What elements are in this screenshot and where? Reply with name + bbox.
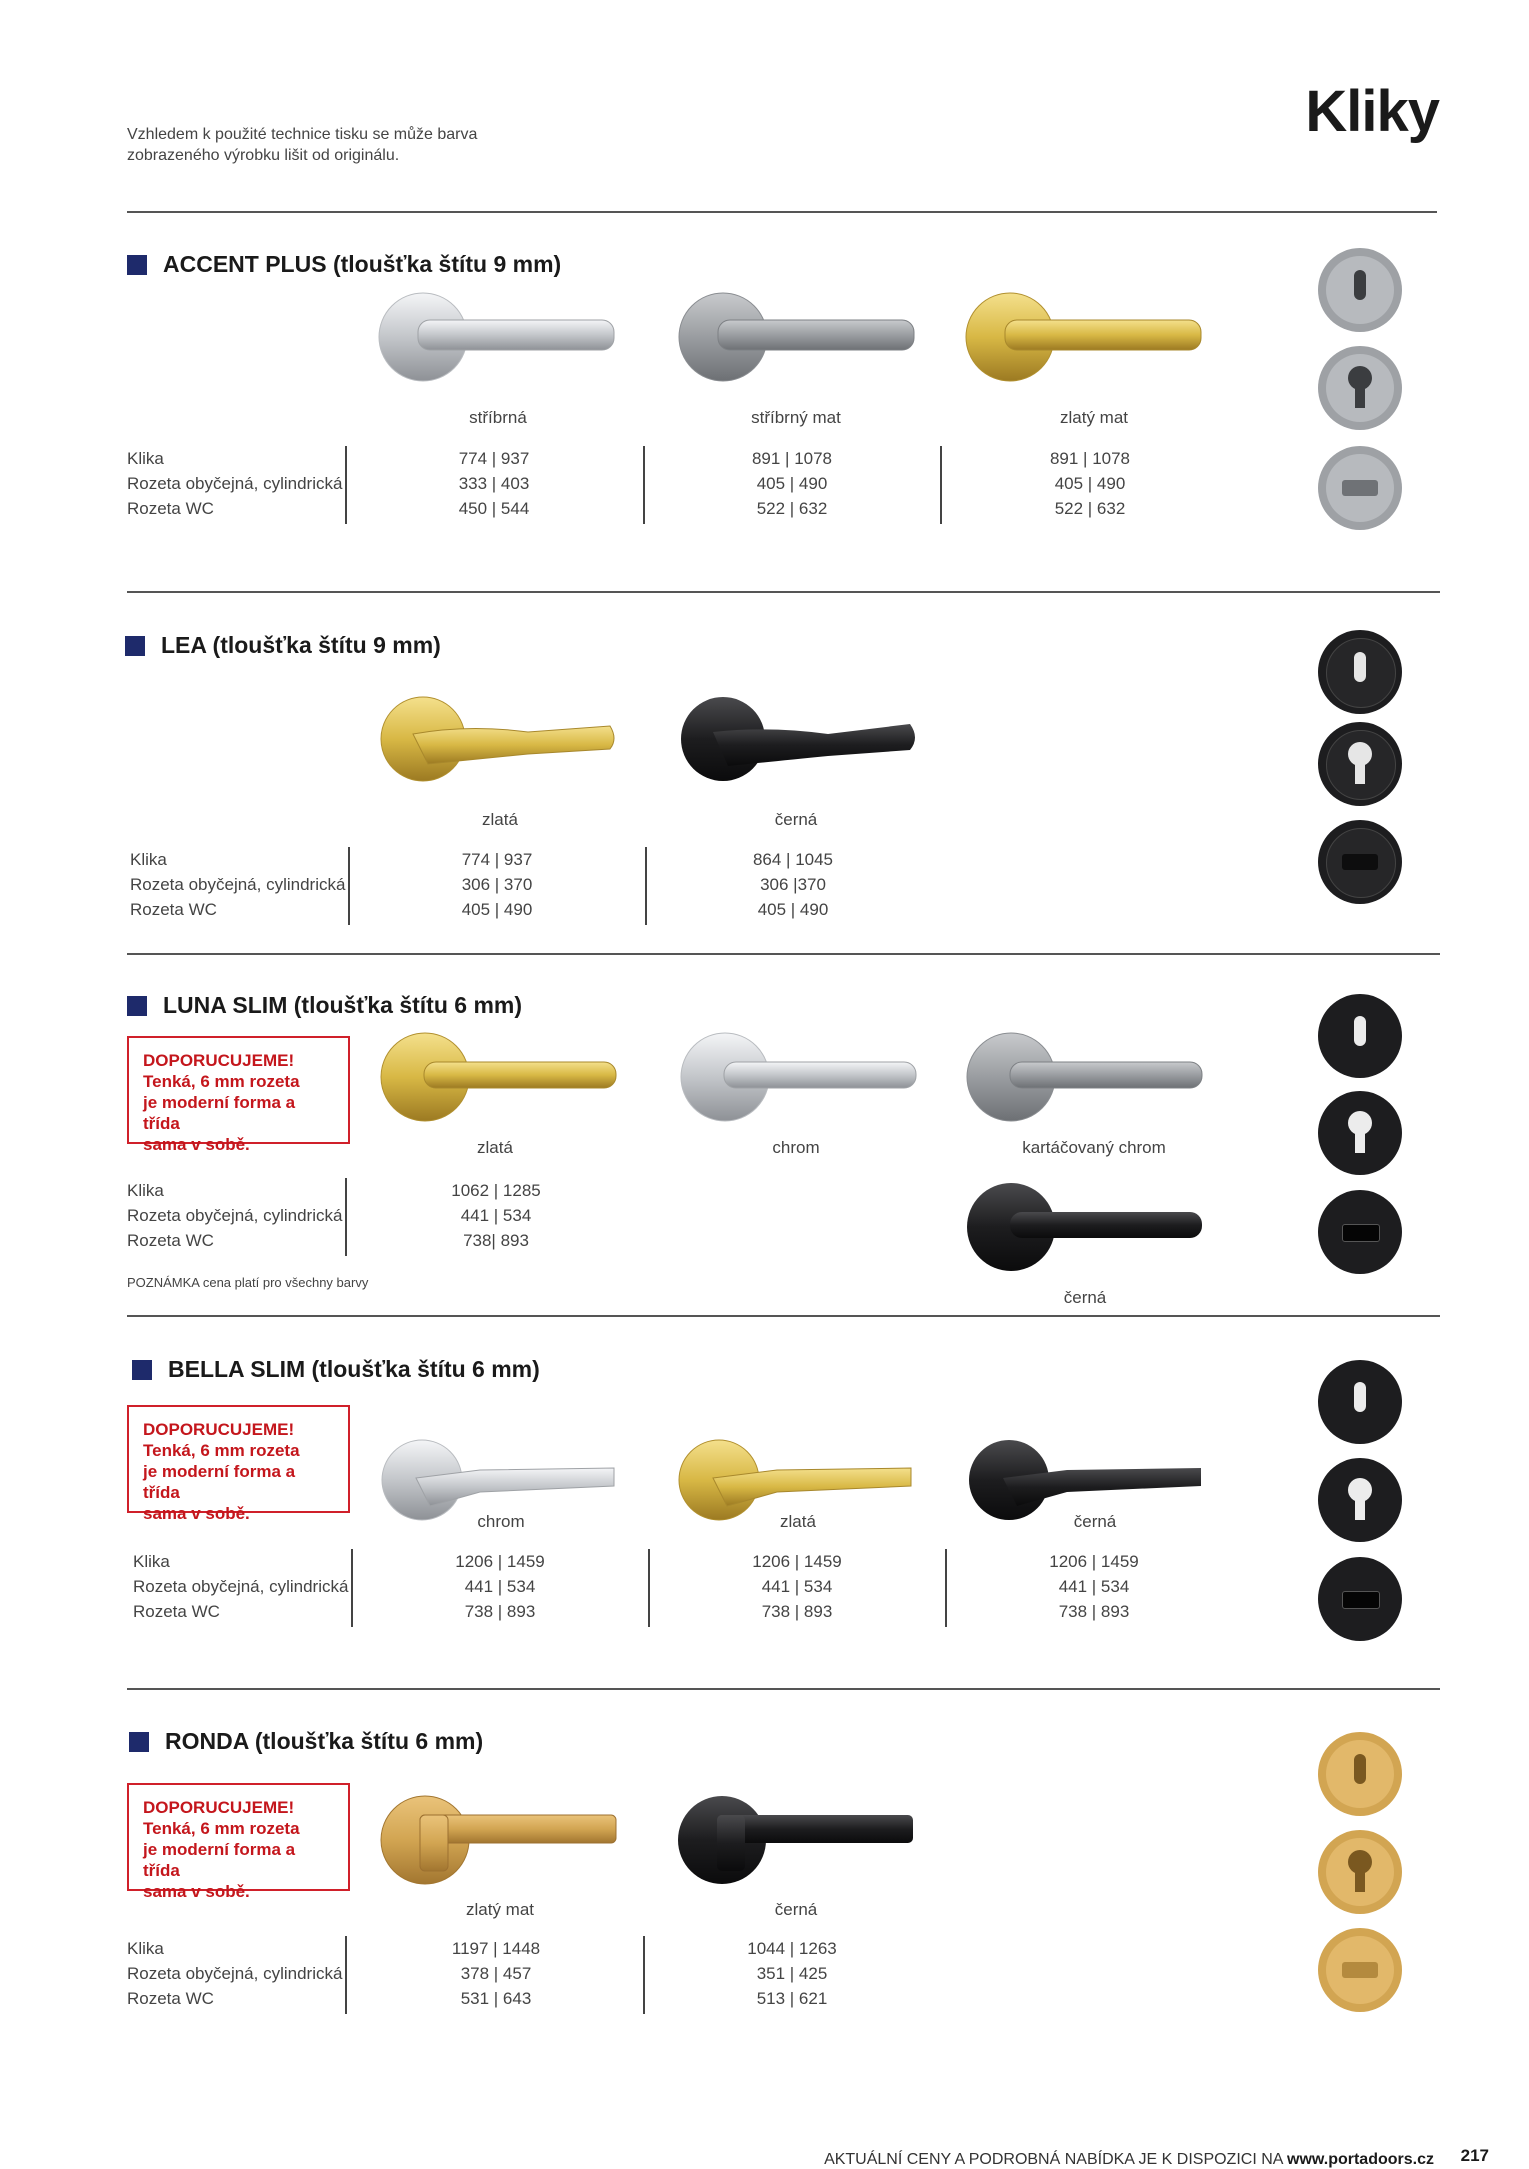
recommend-text: je moderní forma a třída [143,1462,296,1502]
color-name: zlatá [780,1512,816,1531]
column-separator [645,847,647,925]
divider [127,211,1437,213]
price-column [407,847,587,922]
wc-rosette-image [1318,446,1402,530]
price-handle: 774 | 937 [461,850,533,869]
disclaimer-line-1: Vzhledem k použité technice tisku se může barva [127,126,478,143]
row-label-handle: Klika [127,449,164,468]
price-column [406,1178,586,1253]
price-handle: 1206 | 1459 [455,1552,545,1571]
footer-text: AKTUÁLNÍ CENY A PODROBNÁ NABÍDKA JE K DISPOZICI NA [824,2151,1283,2168]
recommendation-box [127,1036,350,1154]
section-title-text: BELLA SLIM (tloušťka štítu 6 mm) [168,1356,540,1382]
handle-image-matte-silver [678,292,918,382]
row-label-rosette: Rozeta obyčejná, cylindrická [130,875,346,894]
price-handle: 864 | 1045 [752,850,834,869]
row-label-wc: Rozeta WC [127,1231,214,1250]
price-handle: 1044 | 1263 [747,1939,837,1958]
price-rosette: 306 |370 [760,875,826,894]
handle-image-gold [378,694,618,784]
price-row-labels [127,1936,342,2011]
row-label-handle: Klika [130,850,167,869]
handle-image-matte-gold [380,1795,620,1885]
section-marker-icon [125,636,145,656]
color-name: černá [1073,1512,1117,1531]
section-title-text: RONDA (tloušťka štítu 6 mm) [165,1728,484,1754]
recommend-text: Tenká, 6 mm rozeta [143,1819,300,1838]
column-separator [945,1549,947,1627]
price-handle: 1197 | 1448 [451,1939,541,1958]
key-rosette-image [1318,994,1402,1078]
wc-rosette-image [1318,1928,1402,2012]
price-column [702,446,882,521]
price-rosette: 441 | 534 [460,1206,532,1225]
recommendation-box [127,1783,350,1901]
price-rosette: 441 | 534 [464,1577,536,1596]
price-wc: 450 | 544 [458,499,530,518]
wc-rosette-image [1318,820,1402,904]
price-column [703,847,883,922]
handle-image-brushed-chrome [966,1032,1206,1122]
key-rosette-image [1318,1360,1402,1444]
price-column [702,1936,882,2011]
price-rosette: 306 | 370 [461,875,533,894]
price-handle: 1206 | 1459 [752,1552,842,1571]
key-rosette-image [1318,248,1402,332]
row-label-handle: Klika [127,1181,164,1200]
footer-note [824,2151,1434,2169]
section-title-luna-slim [127,992,522,1019]
row-label-rosette: Rozeta obyčejná, cylindrická [127,1964,343,1983]
section-marker-icon [132,1360,152,1380]
price-handle: 891 | 1078 [751,449,833,468]
row-label-wc: Rozeta WC [127,499,214,518]
column-separator [643,1936,645,2014]
handle-image-black [966,1182,1206,1272]
disclaimer-line-2: zobrazeného výrobku lišit od originálu. [127,147,400,164]
divider [127,1688,1440,1690]
color-name: stříbrný mat [751,408,841,427]
recommend-heading: DOPORUCUJEME! [143,1798,295,1817]
color-name: chrom [477,1512,525,1531]
price-rosette: 351 | 425 [756,1964,828,1983]
price-handle: 774 | 937 [458,449,530,468]
handle-image-black [967,1440,1207,1520]
print-disclaimer [127,124,547,166]
color-name: kartáčovaný chrom [1022,1138,1166,1157]
price-rosette: 378 | 457 [460,1964,532,1983]
color-name: černá [774,810,818,829]
price-rosette: 441 | 534 [1058,1577,1130,1596]
divider [127,953,1440,955]
handle-image-chrome [680,1032,920,1122]
section-title-accent-plus [127,251,561,278]
handle-image-gold [380,1032,620,1122]
price-wc: 738 | 893 [464,1602,536,1621]
price-wc: 522 | 632 [756,499,828,518]
price-wc: 522 | 632 [1054,499,1126,518]
page-number: 217 [1460,2146,1489,2165]
color-name: stříbrná [469,408,527,427]
handle-image-silver [378,292,618,382]
price-handle: 1206 | 1459 [1049,1552,1139,1571]
column-separator [345,1178,347,1256]
column-separator [348,847,350,925]
cylinder-rosette-image [1318,1830,1402,1914]
recommend-text: Tenká, 6 mm rozeta [143,1441,300,1460]
price-wc: 738 | 893 [761,1602,833,1621]
section-marker-icon [127,255,147,275]
column-separator [648,1549,650,1627]
cylinder-rosette-image [1318,346,1402,430]
recommend-heading: DOPORUCUJEME! [143,1420,295,1439]
row-label-handle: Klika [133,1552,170,1571]
row-label-wc: Rozeta WC [133,1602,220,1621]
price-row-labels [127,1178,342,1253]
price-wc: 531 | 643 [460,1989,532,2008]
section-title-text: LUNA SLIM (tloušťka štítu 6 mm) [163,992,523,1018]
price-row-labels [130,847,345,922]
recommend-text: je moderní forma a třída [143,1093,296,1133]
price-rosette: 441 | 534 [761,1577,833,1596]
row-label-wc: Rozeta WC [127,1989,214,2008]
column-separator [940,446,942,524]
recommend-text: sama v sobě. [143,1882,250,1901]
section-title-text: ACCENT PLUS (tloušťka štítu 9 mm) [163,251,562,277]
column-separator [345,1936,347,2014]
row-label-rosette: Rozeta obyčejná, cylindrická [127,1206,343,1225]
handle-image-gold [677,1440,917,1520]
recommend-text: sama v sobě. [143,1135,250,1154]
price-wc: 405 | 490 [461,900,533,919]
price-handle: 1062 | 1285 [451,1181,541,1200]
color-name: zlatá [482,810,518,829]
price-column [707,1549,887,1624]
section-title-lea [125,632,441,659]
price-wc: 405 | 490 [757,900,829,919]
price-rosette: 405 | 490 [1054,474,1126,493]
column-separator [345,446,347,524]
section-title-bella-slim [132,1356,540,1383]
key-rosette-image [1318,1732,1402,1816]
handle-image-black [678,694,918,784]
cylinder-rosette-image [1318,722,1402,806]
price-wc: 513 | 621 [756,1989,828,2008]
column-separator [351,1549,353,1627]
handle-image-matte-gold [965,292,1205,382]
row-label-rosette: Rozeta obyčejná, cylindrická [127,474,343,493]
color-name: zlatý mat [465,1900,535,1919]
price-note: POZNÁMKA cena platí pro všechny barvy [127,1275,369,1290]
row-label-rosette: Rozeta obyčejná, cylindrická [133,1577,349,1596]
wc-rosette-image [1318,1190,1402,1274]
column-separator [643,446,645,524]
handle-image-chrome [380,1440,620,1520]
recommend-text: je moderní forma a třída [143,1840,296,1880]
key-rosette-image [1318,630,1402,714]
price-row-labels [133,1549,348,1624]
price-column [410,1549,590,1624]
price-column [406,1936,586,2011]
section-marker-icon [127,996,147,1016]
section-marker-icon [129,1732,149,1752]
divider [127,591,1440,593]
recommend-text: Tenká, 6 mm rozeta [143,1072,300,1091]
color-name: zlatá [477,1138,513,1157]
color-name: černá [774,1900,818,1919]
page-title: Kliky [1305,79,1439,144]
wc-rosette-image [1318,1557,1402,1641]
cylinder-rosette-image [1318,1091,1402,1175]
color-name: chrom [772,1138,820,1157]
recommend-heading: DOPORUCUJEME! [143,1051,295,1070]
section-title-text: LEA (tloušťka štítu 9 mm) [161,632,441,658]
price-column [1004,1549,1184,1624]
divider [127,1315,1440,1317]
price-column [1000,446,1180,521]
cylinder-rosette-image [1318,1458,1402,1542]
recommend-text: sama v sobě. [143,1504,250,1523]
color-name: černá [1063,1288,1107,1307]
price-column [404,446,584,521]
row-label-wc: Rozeta WC [130,900,217,919]
price-handle: 891 | 1078 [1049,449,1131,468]
price-wc: 738| 893 [463,1231,529,1250]
price-wc: 738 | 893 [1058,1602,1130,1621]
handle-image-black [677,1795,917,1885]
price-rosette: 333 | 403 [458,474,530,493]
recommendation-box [127,1405,350,1523]
footer-website-link[interactable]: www.portadoors.cz [1287,2151,1434,2168]
color-name: zlatý mat [1059,408,1129,427]
price-rosette: 405 | 490 [756,474,828,493]
price-row-labels [127,446,342,521]
row-label-handle: Klika [127,1939,164,1958]
section-title-ronda [129,1728,483,1755]
